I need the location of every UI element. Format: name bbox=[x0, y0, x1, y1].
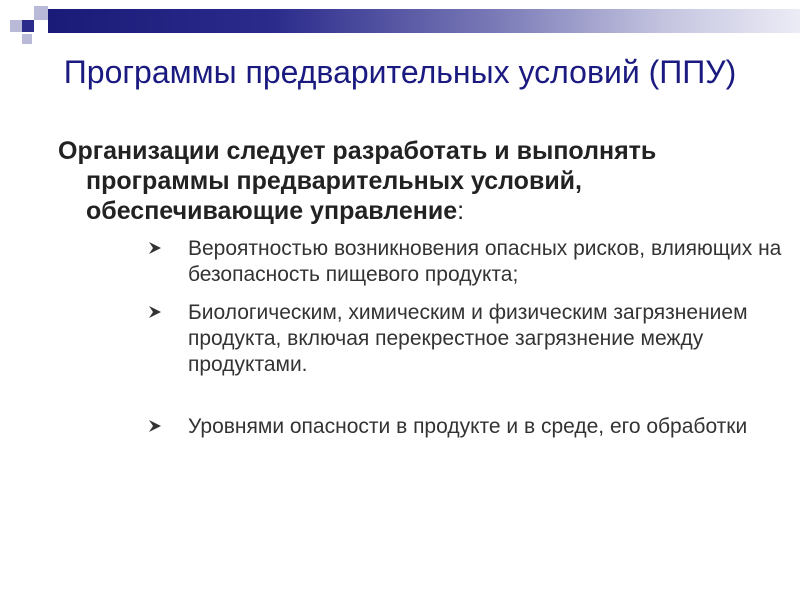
slide-title: Программы предварительных условий (ППУ) bbox=[63, 54, 737, 90]
list-item bbox=[146, 300, 786, 378]
bullet-text: Биологическим, химическим и физическим загрязнением продукта, включая перекрестное загрязнение между продуктами. bbox=[188, 301, 748, 376]
bullet-text: Вероятностью возникновения опасных рисков, влияющих на безопасность пищевого продукта; bbox=[188, 237, 782, 286]
list-item bbox=[146, 414, 786, 440]
lead-text-block bbox=[58, 136, 758, 226]
square-icon bbox=[22, 34, 32, 44]
lead-paragraph bbox=[58, 136, 758, 226]
arrowhead-bullet-icon bbox=[148, 241, 162, 255]
arrowhead-bullet-icon bbox=[148, 305, 162, 319]
lead-text: Организации следует разработать и выполнять программы предварительных условий, обеспечивающие управление bbox=[58, 137, 657, 225]
list-item bbox=[146, 236, 786, 288]
bullet-text: Уровнями опасности в продукте и в среде, его обработки bbox=[188, 415, 748, 438]
square-icon bbox=[34, 6, 48, 20]
arrowhead-bullet-icon bbox=[148, 419, 162, 433]
bullet-list bbox=[146, 236, 786, 440]
header-gradient-bar bbox=[48, 9, 800, 33]
square-icon bbox=[22, 20, 34, 32]
lead-colon: : bbox=[457, 197, 465, 225]
square-icon bbox=[10, 20, 22, 32]
